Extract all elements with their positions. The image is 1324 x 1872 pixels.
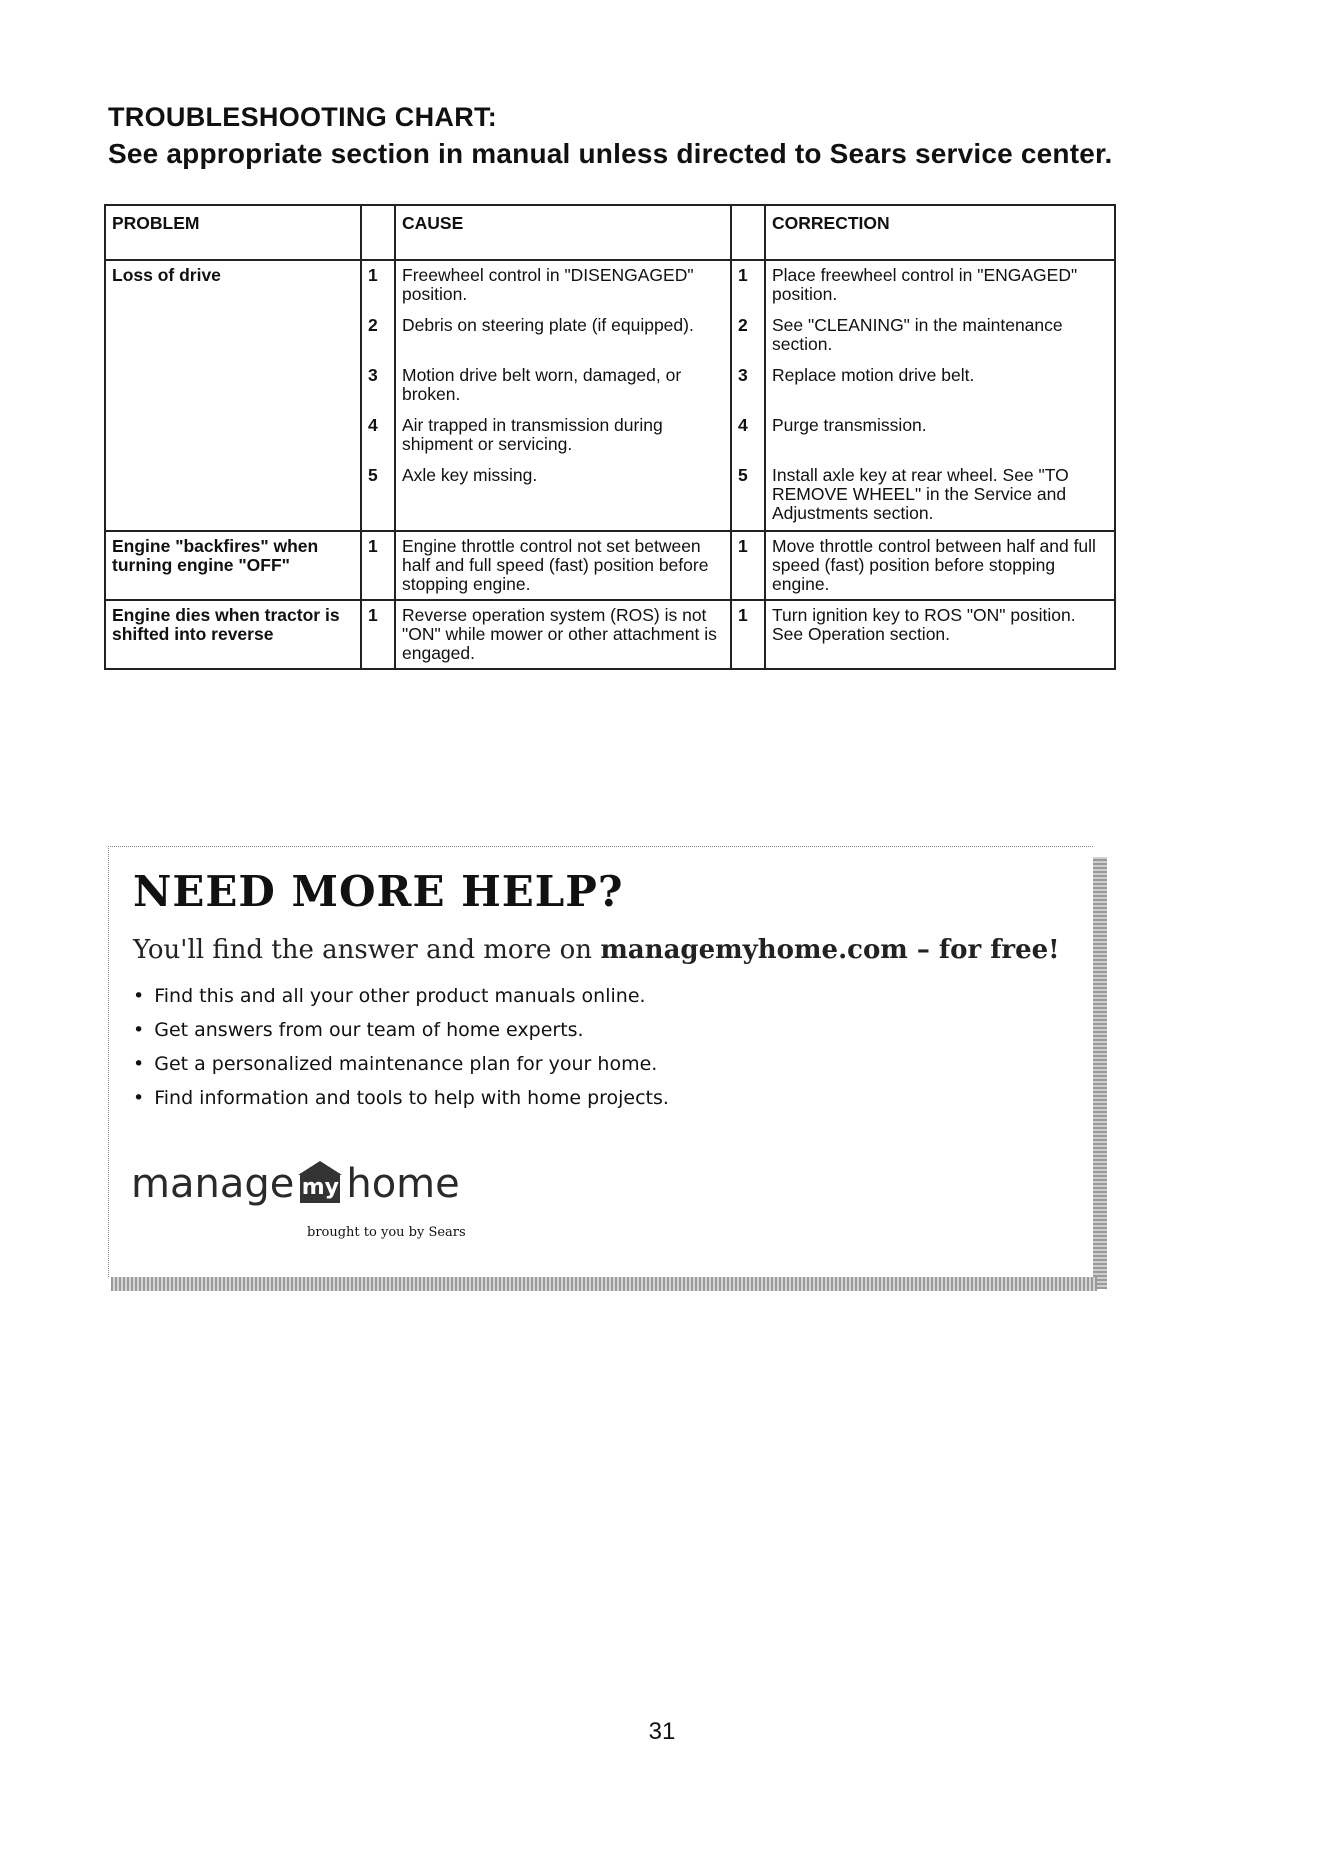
- correction-cell: Turn ignition key to ROS "ON" position. See Operation section.: [765, 600, 1115, 669]
- cause-cell: [395, 260, 731, 531]
- correction-number-cell: 1: [731, 600, 765, 669]
- cause-number: 4: [368, 415, 378, 435]
- box-shadow-right: [1093, 857, 1107, 1289]
- troubleshooting-table: [104, 204, 1116, 670]
- managemyhome-logo: [131, 1147, 460, 1207]
- cause-text: Freewheel control in "DISENGAGED" position.: [402, 265, 694, 304]
- header-cause: CAUSE: [395, 205, 731, 260]
- roof-shape: [298, 1161, 342, 1175]
- logo-word-my: my: [300, 1175, 340, 1203]
- page-number: 31: [648, 1718, 676, 1745]
- cause-number: 5: [368, 465, 378, 485]
- cause-text: Air trapped in transmission during shipment or servicing.: [402, 415, 663, 454]
- list-item: • Get answers from our team of home experts.: [133, 1019, 669, 1053]
- help-bullet-list: [133, 985, 669, 1121]
- table-row: [105, 600, 1115, 669]
- table-row: [105, 531, 1115, 600]
- cause-text: Axle key missing.: [402, 465, 538, 485]
- logo-word-home: home: [346, 1161, 460, 1207]
- problem-cell: Engine "backfires" when turning engine "OFF": [105, 531, 361, 600]
- table-header-row: [105, 205, 1115, 260]
- cause-cell: Engine throttle control not set between half and full speed (fast) position before stopping engine.: [395, 531, 731, 600]
- problem-cell: Engine dies when tractor is shifted into reverse: [105, 600, 361, 669]
- correction-number-cell: [731, 260, 765, 531]
- cause-text: Motion drive belt worn, damaged, or broken.: [402, 365, 682, 404]
- cause-text: Debris on steering plate (if equipped).: [402, 315, 694, 335]
- help-lead-suffix: – for free!: [907, 935, 1060, 965]
- page-title: TROUBLESHOOTING CHART:: [108, 102, 498, 132]
- correction-number: 5: [738, 465, 748, 485]
- cause-number-cell: 1: [361, 531, 395, 600]
- cause-number: 3: [368, 365, 378, 385]
- correction-text: Purge transmission.: [772, 415, 927, 435]
- correction-text: See "CLEANING" in the maintenance section.: [772, 315, 1063, 354]
- correction-cell: Move throttle control between half and full speed (fast) position before stopping engine.: [765, 531, 1115, 600]
- cause-number-cell: 1: [361, 600, 395, 669]
- problem-cell: Loss of drive: [105, 260, 361, 531]
- correction-text: Replace motion drive belt.: [772, 365, 975, 385]
- correction-number: 3: [738, 365, 748, 385]
- cause-number: 1: [368, 265, 378, 285]
- logo-tagline: brought to you by Sears: [307, 1225, 466, 1240]
- cause-cell: Reverse operation system (ROS) is not "ON" while mower or other attachment is engaged.: [395, 600, 731, 669]
- cause-number: 2: [368, 315, 378, 335]
- list-item: • Find information and tools to help with home projects.: [133, 1087, 669, 1121]
- correction-number: 1: [738, 265, 748, 285]
- list-item: • Find this and all your other product manuals online.: [133, 985, 669, 1019]
- correction-cell: [765, 260, 1115, 531]
- help-lead: [133, 935, 1060, 965]
- box-shadow-bottom: [111, 1277, 1097, 1291]
- header-num: [731, 205, 765, 260]
- help-lead-prefix: You'll find the answer and more on: [133, 935, 601, 965]
- correction-number: 2: [738, 315, 748, 335]
- help-heading: NEED MORE HELP?: [133, 867, 624, 916]
- correction-text: Place freewheel control in "ENGAGED" position.: [772, 265, 1078, 304]
- need-more-help-box: [108, 846, 1093, 1277]
- header-problem: PROBLEM: [105, 205, 361, 260]
- page-subtitle: See appropriate section in manual unless directed to Sears service center.: [108, 138, 1113, 169]
- correction-number: 4: [738, 415, 748, 435]
- list-item: • Get a personalized maintenance plan for your home.: [133, 1053, 669, 1087]
- house-icon: [298, 1161, 342, 1203]
- help-site-link[interactable]: managemyhome.com: [600, 935, 908, 965]
- header-correction: CORRECTION: [765, 205, 1115, 260]
- correction-number-cell: 1: [731, 531, 765, 600]
- logo-word-manage: manage: [131, 1161, 295, 1207]
- correction-text: Install axle key at rear wheel. See "TO REMOVE WHEEL" in the Service and Adjustments section.: [772, 465, 1069, 523]
- cause-number-cell: [361, 260, 395, 531]
- header-num: [361, 205, 395, 260]
- table-row: [105, 260, 1115, 531]
